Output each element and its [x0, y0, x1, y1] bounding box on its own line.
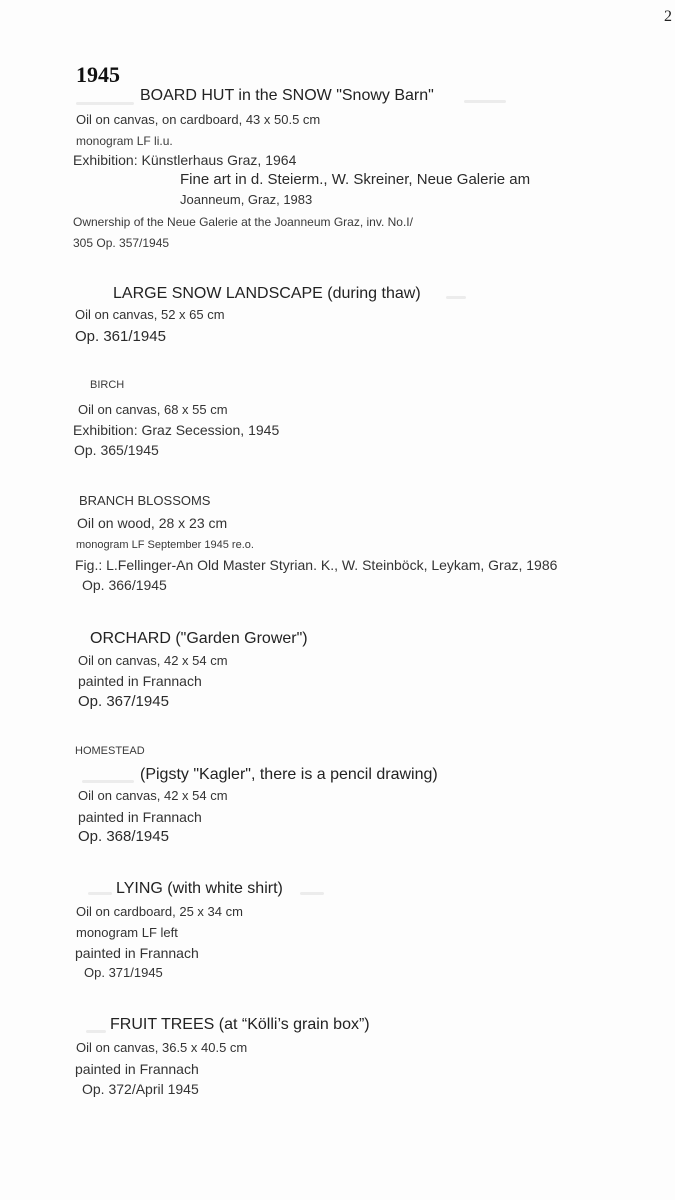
entry-detail: Fine art in d. Steierm., W. Skreiner, Neue Galerie am: [180, 171, 531, 188]
entry-detail: Op. 368/1945: [78, 828, 169, 845]
page-number: 2: [664, 8, 672, 25]
entry-detail: Op. 365/1945: [74, 442, 159, 458]
year-heading: 1945: [76, 62, 120, 87]
entry-detail: Exhibition: Graz Secession, 1945: [73, 422, 280, 438]
entry-detail: Joanneum, Graz, 1983: [180, 192, 313, 207]
entry-detail: Oil on canvas, 42 x 54 cm: [78, 653, 228, 668]
entry-title: BOARD HUT in the SNOW "Snowy Barn": [140, 87, 434, 104]
entry-detail: Exhibition: Künstlerhaus Graz, 1964: [73, 152, 297, 168]
entry-detail: 305 Op. 357/1945: [73, 236, 170, 250]
entry-title: HOMESTEAD: [75, 745, 145, 757]
scan-smudge: [86, 1030, 106, 1033]
entry-detail: painted in Frannach: [75, 945, 199, 961]
entry-detail: monogram LF September 1945 re.o.: [76, 539, 254, 551]
entry-detail: Fig.: L.Fellinger-An Old Master Styrian. K., W. Steinböck, Leykam, Graz, 1986: [75, 557, 558, 573]
scan-smudge: [76, 102, 134, 105]
entry-detail: Op. 367/1945: [78, 693, 169, 710]
entry-detail: Oil on canvas, 36.5 x 40.5 cm: [76, 1040, 248, 1055]
entry-detail: Op. 366/1945: [82, 577, 167, 593]
entry-detail: monogram LF left: [76, 925, 178, 940]
entry-detail: painted in Frannach: [75, 1061, 199, 1077]
entry-detail: Oil on cardboard, 25 x 34 cm: [76, 904, 243, 919]
entry-detail: Oil on canvas, on cardboard, 43 x 50.5 cm: [76, 112, 321, 127]
entry-detail: Op. 361/1945: [75, 328, 166, 345]
entry-title: ORCHARD ("Garden Grower"): [90, 630, 308, 647]
entry-detail: Oil on wood, 28 x 23 cm: [77, 515, 228, 531]
entry-detail: Ownership of the Neue Galerie at the Joanneum Graz, inv. No.I/: [73, 215, 413, 229]
entry-detail: monogram LF li.u.: [76, 134, 173, 148]
entry-title: FRUIT TREES (at “Kölli’s grain box”): [110, 1016, 370, 1033]
entry-detail: Op. 372/April 1945: [82, 1081, 199, 1097]
entry-title: BIRCH: [90, 379, 125, 391]
entry-detail: Oil on canvas, 68 x 55 cm: [78, 402, 228, 417]
entry-detail: Oil on canvas, 42 x 54 cm: [78, 788, 228, 803]
entry-subtitle: (Pigsty "Kagler", there is a pencil drawing): [140, 766, 438, 783]
scan-smudge: [88, 892, 112, 895]
scan-smudge: [300, 892, 324, 895]
scan-smudge: [446, 296, 466, 299]
entry-detail: painted in Frannach: [78, 673, 202, 689]
entry-title: LARGE SNOW LANDSCAPE (during thaw): [113, 285, 421, 302]
entry-detail: painted in Frannach: [78, 809, 202, 825]
scan-smudge: [464, 100, 506, 103]
entry-title: BRANCH BLOSSOMS: [79, 493, 211, 508]
entry-title: LYING (with white shirt): [116, 880, 283, 897]
entry-detail: Oil on canvas, 52 x 65 cm: [75, 307, 225, 322]
entry-detail: Op. 371/1945: [84, 965, 163, 980]
scan-smudge: [82, 780, 134, 783]
